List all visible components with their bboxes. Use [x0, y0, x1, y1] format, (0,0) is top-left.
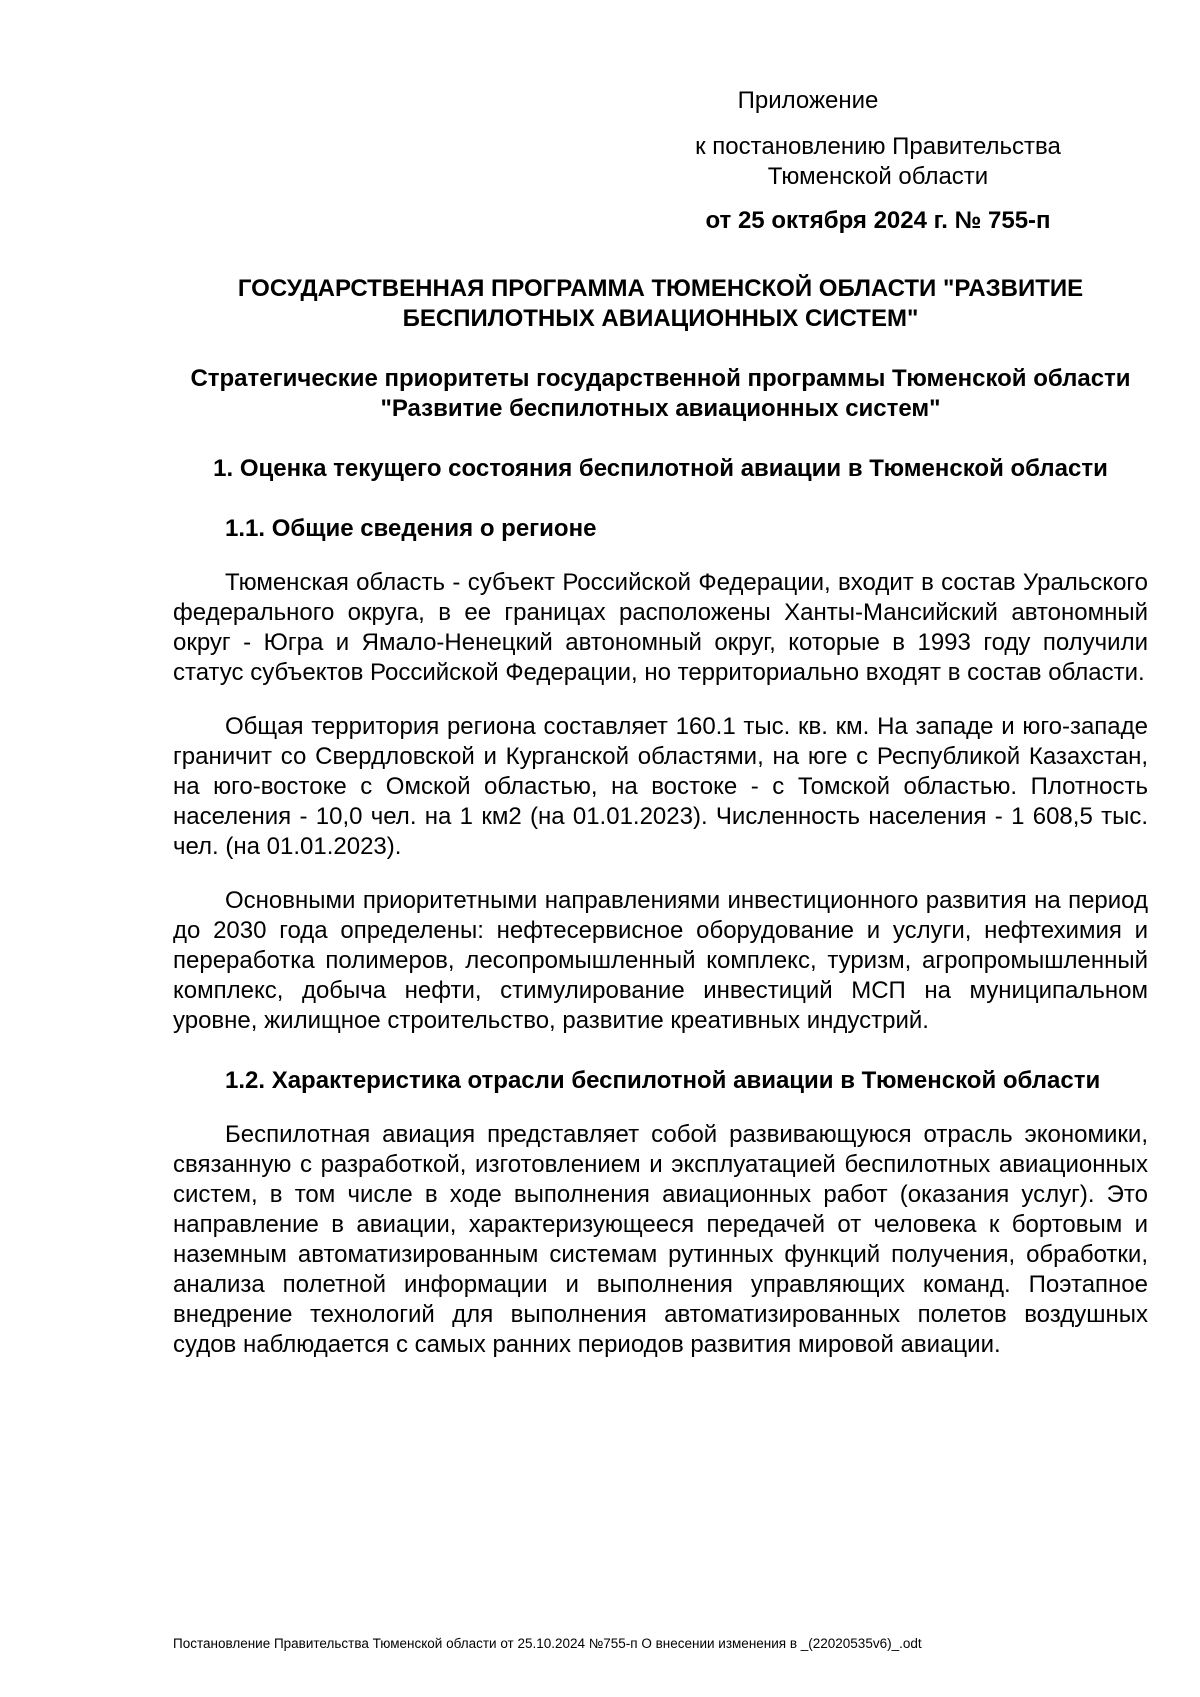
paragraph-region-overview: Тюменская область - субъект Российской Федерации, входит в состав Уральского федерального округа, в ее границах расположены Ханты-Мансийский автономный округ - Югра и Ямало-Ненецкий автономный округ, которые в 1993 году получили статус субъектов Российской Федерации, но территориально входят в состав области. [173, 569, 1148, 686]
document-content [173, 86, 1148, 1360]
section-1-1-title: 1.1. Общие сведения о регионе [225, 515, 597, 542]
appendix-title: Приложение [737, 87, 879, 114]
appendix-block [695, 86, 1148, 236]
paragraph-unmanned-aviation: Беспилотная авиация представляет собой развивающуюся отрасль экономики, связанную с разработкой, изготовлением и эксплуатацией беспилотных авиационных систем, в том числе в ходе выполнения авиационных работ (оказания услуг). Это направление в авиации, характеризующееся передачей от человека к бортовым и наземным автоматизированным системам рутинных функций получения, обработки, анализа полетной информации и выполнения управляющих команд. Поэтапное внедрение технологий для выполнения автоматизированных полетов воздушных судов наблюдается с самых ранних периодов развития мировой авиации. [173, 1121, 1148, 1358]
page-footer: Постановление Правительства Тюменской области от 25.10.2024 №755-п О внесении изменения в _(22020535v6)_.odt [173, 1636, 922, 1651]
paragraph-investment-priorities: Основными приоритетными направлениями инвестиционного развития на период до 2030 года определены: нефтесервисное оборудование и услуги, нефтехимия и переработка полимеров, лесопромышленный комплекс, туризм, агропромышленный комплекс, добыча нефти, стимулирование инвестиций МСП на муниципальном уровне, жилищное строительство, развитие креативных индустрий. [173, 887, 1148, 1034]
program-title: ГОСУДАРСТВЕННАЯ ПРОГРАММА ТЮМЕНСКОЙ ОБЛАСТИ "РАЗВИТИЕ БЕСПИЛОТНЫХ АВИАЦИОННЫХ СИСТЕМ" [237, 275, 1084, 332]
priorities-title: Стратегические приоритеты государственной программы Тюменской области "Развитие беспилотных авиационных систем" [190, 365, 1131, 422]
paragraph-territory: Общая территория региона составляет 160.1 тыс. кв. км. На западе и юго-западе граничит со Свердловской и Курганской областями, на юге с Республикой Казахстан, на юго-востоке с Омской областью, на востоке - с Томской областью. Плотность населения - 10,0 чел. на 1 км2 (на 01.01.2023). Численность населения - 1 608,5 тыс. чел. (на 01.01.2023). [173, 713, 1148, 860]
section-1-2-title: 1.2. Характеристика отрасли беспилотной авиации в Тюменской области [225, 1067, 1101, 1094]
appendix-date: от 25 октября 2024 г. № 755-п [705, 207, 1051, 234]
section-1-title: 1. Оценка текущего состояния беспилотной авиации в Тюменской области [213, 455, 1108, 482]
appendix-reference: к постановлению Правительства Тюменской области [695, 133, 1061, 190]
